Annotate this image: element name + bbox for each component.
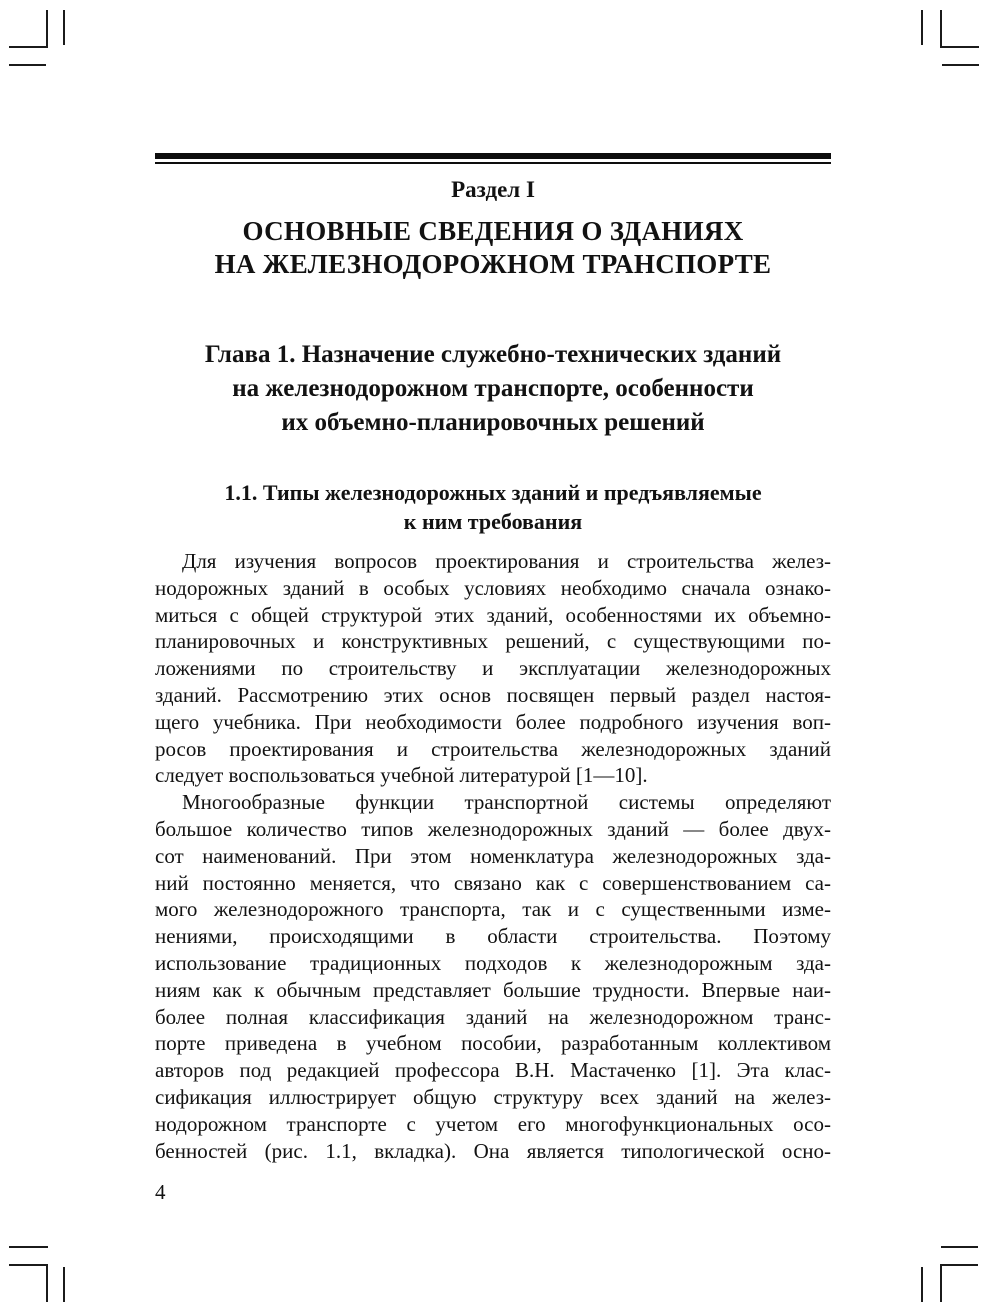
- page-content: [155, 153, 831, 1205]
- crop-mark-bottom-right-vertical: [940, 1264, 942, 1302]
- section-title: [155, 215, 831, 281]
- section-label: Раздел I: [451, 177, 535, 202]
- crop-mark-bottom-left-vertical-outer: [63, 1267, 65, 1302]
- paragraph-line: бенностей (рис. 1.1, вкладка). Она является типологической осно-: [155, 1138, 831, 1163]
- chapter-title-line-1: Глава 1. Назначение служебно-технических зданий: [204, 341, 782, 368]
- crop-mark-top-left-horizontal: [9, 46, 48, 48]
- paragraph-line: следует воспользоваться учебной литературой [1—10].: [155, 763, 648, 788]
- paragraph-line: сот наименований. При этом номенклатура железнодорожных зда-: [155, 843, 831, 868]
- crop-mark-top-right-vertical: [940, 10, 942, 48]
- crop-mark-bottom-right-horizontal: [940, 1264, 978, 1266]
- crop-mark-bottom-left-vertical: [46, 1264, 48, 1302]
- paragraph-line: авторов под редакцией профессора В.Н. Мастаченко [1]. Эта клас-: [155, 1058, 831, 1083]
- paragraph-line: ложениями по строительству и эксплуатации железнодорожных: [155, 656, 831, 681]
- paragraph-line: миться с общей структурой этих зданий, особенностями их объемно-: [155, 602, 831, 627]
- crop-mark-bottom-right-horizontal-outer: [941, 1246, 978, 1248]
- paragraph-line: ний постоянно меняется, что связано как с совершенствованием са-: [155, 870, 831, 895]
- paragraph-line: Для изучения вопросов проектирования и строительства желез-: [182, 549, 831, 573]
- subsection-title: [155, 478, 831, 536]
- paragraph-line: ниям как к обычным представляет большие трудности. Впервые наи-: [155, 977, 831, 1002]
- paragraph-line: порте приведена в учебном пособии, разработанным коллективом: [155, 1031, 831, 1056]
- paragraph-line: планировочных и конструктивных решений, с существующими по-: [155, 629, 831, 654]
- chapter-title-line-3: их объемно-планировочных решений: [281, 409, 705, 436]
- paragraph-line: большое количество типов железнодорожных зданий — более двух-: [155, 816, 831, 841]
- paragraph-line: Многообразные функции транспортной системы определяют: [182, 790, 831, 815]
- paragraph-line: сификация иллюстрирует общую структуру всех зданий на желез-: [155, 1084, 831, 1109]
- paragraph-line: нениями, происходящими в области строительства. Поэтому: [155, 924, 831, 949]
- crop-mark-top-left-horizontal-outer: [9, 64, 46, 66]
- chapter-title-line-2: на железнодорожном транспорте, особенности: [232, 375, 754, 402]
- paragraph-line: мого железнодорожного транспорта, так и с существенными изме-: [155, 897, 831, 922]
- paragraph-line: использование традиционных подходов к железнодорожным зда-: [155, 950, 831, 975]
- top-rule-thick: [155, 153, 831, 159]
- paragraph-line: щего учебника. При необходимости более подробного изучения воп-: [155, 709, 831, 734]
- paragraph-line: зданий. Рассмотрению этих основ посвящен первый раздел настоя-: [155, 682, 831, 707]
- paragraph-line: нодорожном транспорте с учетом его многофункциональных осо-: [155, 1111, 831, 1136]
- paragraph-line: нодорожных зданий в особых условиях необходимо сначала ознако-: [155, 575, 831, 600]
- crop-mark-top-right-horizontal: [940, 46, 979, 48]
- crop-mark-bottom-left-horizontal: [9, 1264, 48, 1266]
- crop-mark-top-left-vertical: [46, 10, 48, 48]
- top-rule: [155, 153, 831, 164]
- crop-mark-bottom-right-vertical-outer: [921, 1267, 923, 1302]
- crop-mark-top-right-vertical-outer: [921, 10, 923, 45]
- paragraph-2: [155, 789, 831, 1164]
- crop-mark-bottom-left-horizontal-outer: [9, 1246, 48, 1248]
- paragraph-line: более полная классификация зданий на железнодорожном транс-: [155, 1004, 831, 1029]
- section-title-line-1: ОСНОВНЫЕ СВЕДЕНИЯ О ЗДАНИЯХ: [242, 216, 744, 246]
- crop-mark-top-right-horizontal-outer: [942, 64, 979, 66]
- paragraph-1: [155, 548, 831, 789]
- paragraph-line: росов проектирования и строительства железнодорожных зданий: [155, 736, 831, 761]
- section-title-line-2: НА ЖЕЛЕЗНОДОРОЖНОМ ТРАНСПОРТЕ: [214, 249, 772, 279]
- top-rule-thin: [155, 162, 831, 164]
- chapter-title: [155, 338, 831, 440]
- page-number: 4: [155, 1180, 166, 1205]
- subsection-title-line-2: к ним требования: [403, 509, 583, 534]
- subsection-title-line-1: 1.1. Типы железнодорожных зданий и предъявляемые: [224, 480, 762, 505]
- crop-mark-top-left-vertical-outer: [63, 10, 65, 45]
